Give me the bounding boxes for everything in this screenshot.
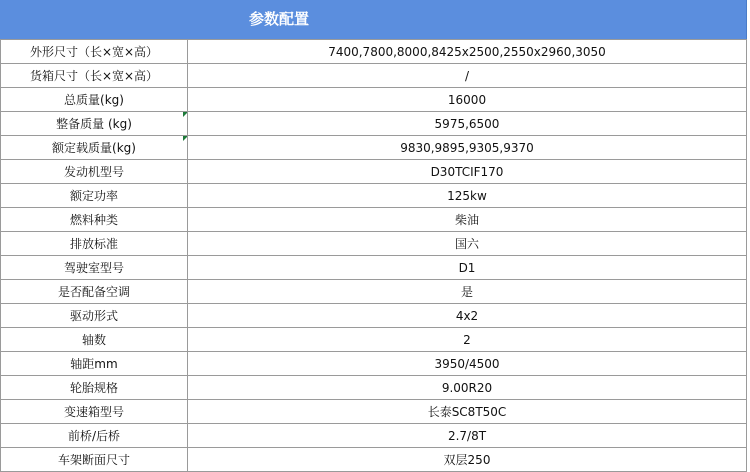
row-label: 驱动形式 [1,304,188,328]
row-value: 125kw [188,184,747,208]
table-row [1,256,747,280]
row-value: 2.7/8T [188,424,747,448]
row-label: 排放标准 [1,232,188,256]
row-label: 燃料种类 [1,208,188,232]
table-row [1,184,747,208]
row-label: 驾驶室型号 [1,256,188,280]
table-title: 参数配置 [249,10,310,28]
row-value: 3950/4500 [188,352,747,376]
table-row [1,400,747,424]
row-label: 发动机型号 [1,160,188,184]
row-label: 轮胎规格 [1,376,188,400]
table-row [1,208,747,232]
table-row [1,112,747,136]
row-value: 16000 [188,88,747,112]
table-row [1,88,747,112]
table-row [1,328,747,352]
row-label: 变速箱型号 [1,400,188,424]
row-value: 9.00R20 [188,376,747,400]
table-row [1,304,747,328]
row-value: 是 [188,280,747,304]
row-label: 货箱尺寸（长×宽×高） [1,64,188,88]
row-label: 轴距mm [1,352,188,376]
spec-table [0,39,747,472]
row-value: D30TCIF170 [188,160,747,184]
row-value: 双层250 [188,448,747,472]
row-value: 长泰SC8T50C [188,400,747,424]
table-row [1,448,747,472]
row-value: 柴油 [188,208,747,232]
row-value: / [188,64,747,88]
table-row [1,136,747,160]
row-value: 9830,9895,9305,9370 [188,136,747,160]
table-row [1,64,747,88]
row-value: 5975,6500 [188,112,747,136]
row-label: 前桥/后桥 [1,424,188,448]
row-label: 额定功率 [1,184,188,208]
row-label: 外形尺寸（长×宽×高） [1,40,188,64]
row-value: D1 [188,256,747,280]
row-label: 是否配备空调 [1,280,188,304]
table-row [1,232,747,256]
cell-note-marker [183,112,188,117]
row-label [1,136,188,160]
row-label [1,112,188,136]
table-row [1,160,747,184]
row-value: 2 [188,328,747,352]
table-row [1,376,747,400]
row-value: 7400,7800,8000,8425x2500,2550x2960,3050 [188,40,747,64]
row-label: 轴数 [1,328,188,352]
row-label: 车架断面尺寸 [1,448,188,472]
table-header [0,0,747,39]
row-label: 总质量(kg) [1,88,188,112]
table-row [1,424,747,448]
row-value: 国六 [188,232,747,256]
table-row [1,40,747,64]
cell-note-marker [183,136,188,141]
row-value: 4x2 [188,304,747,328]
table-row [1,280,747,304]
row-label-text: 额定载质量(kg) [52,141,136,155]
table-row [1,352,747,376]
row-label-text: 整备质量 (kg) [56,117,132,131]
